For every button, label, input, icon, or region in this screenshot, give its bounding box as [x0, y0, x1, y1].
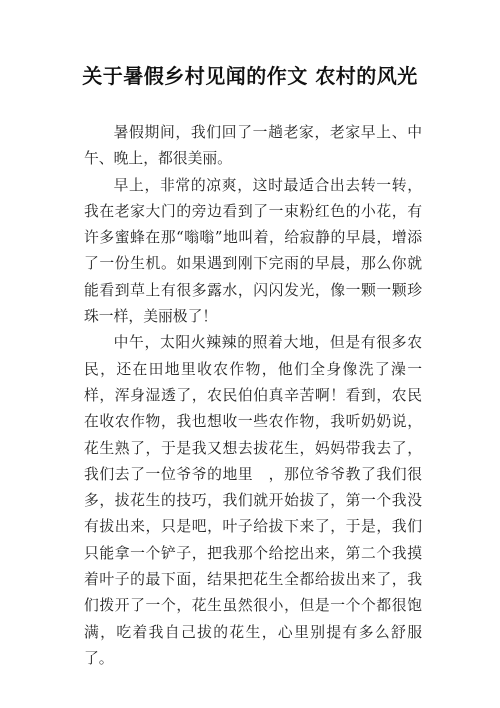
paragraph-3: 中午，太阳火辣辣的照着大地，但是有很多农民，还在田地里收农作物，他们全身像洗了澡一样，浑身湿透了，农民伯伯真辛苦啊！看到，农民在收农作物，我也想收一些农作物，我听奶奶说，花生熟了，于是我又想去拔花生，妈妈带我去了，我们去了一位爷爷的地里 ，那位爷爷教了我们很多，拔花生的技巧，我们就开始拔了，第一个我没有拔出来，只是吧，叶子给拔下来了，于是，我们只能拿一个铲子，把我那个给挖出来，第二个我摸着叶子的最下面，结果把花生全都给拔出来了，我们拨开了一个，花生虽然很小，但是一个个都很饱满，吃着我自己拔的花生，心里别提有多么舒服了。: [84, 334, 422, 667]
document-title: 关于暑假乡村见闻的作文 农村的风光: [82, 64, 418, 88]
paragraph-1: 暑假期间，我们回了一趟老家，老家早上、中午、晚上，都很美丽。: [84, 124, 422, 168]
document-body: [84, 120, 422, 672]
paragraph-2: 早上，非常的凉爽，这时最适合出去转一转，我在老家大门的旁边看到了一束粉红色的小花，有许多蜜蜂在那“嗡嗡”地叫着，给寂静的早晨，增添了一份生机。如果遇到刚下完雨的早晨，那么你就能看到草上有很多露水，闪闪发光，像一颗一颗珍珠一样，美丽极了！: [84, 176, 422, 326]
